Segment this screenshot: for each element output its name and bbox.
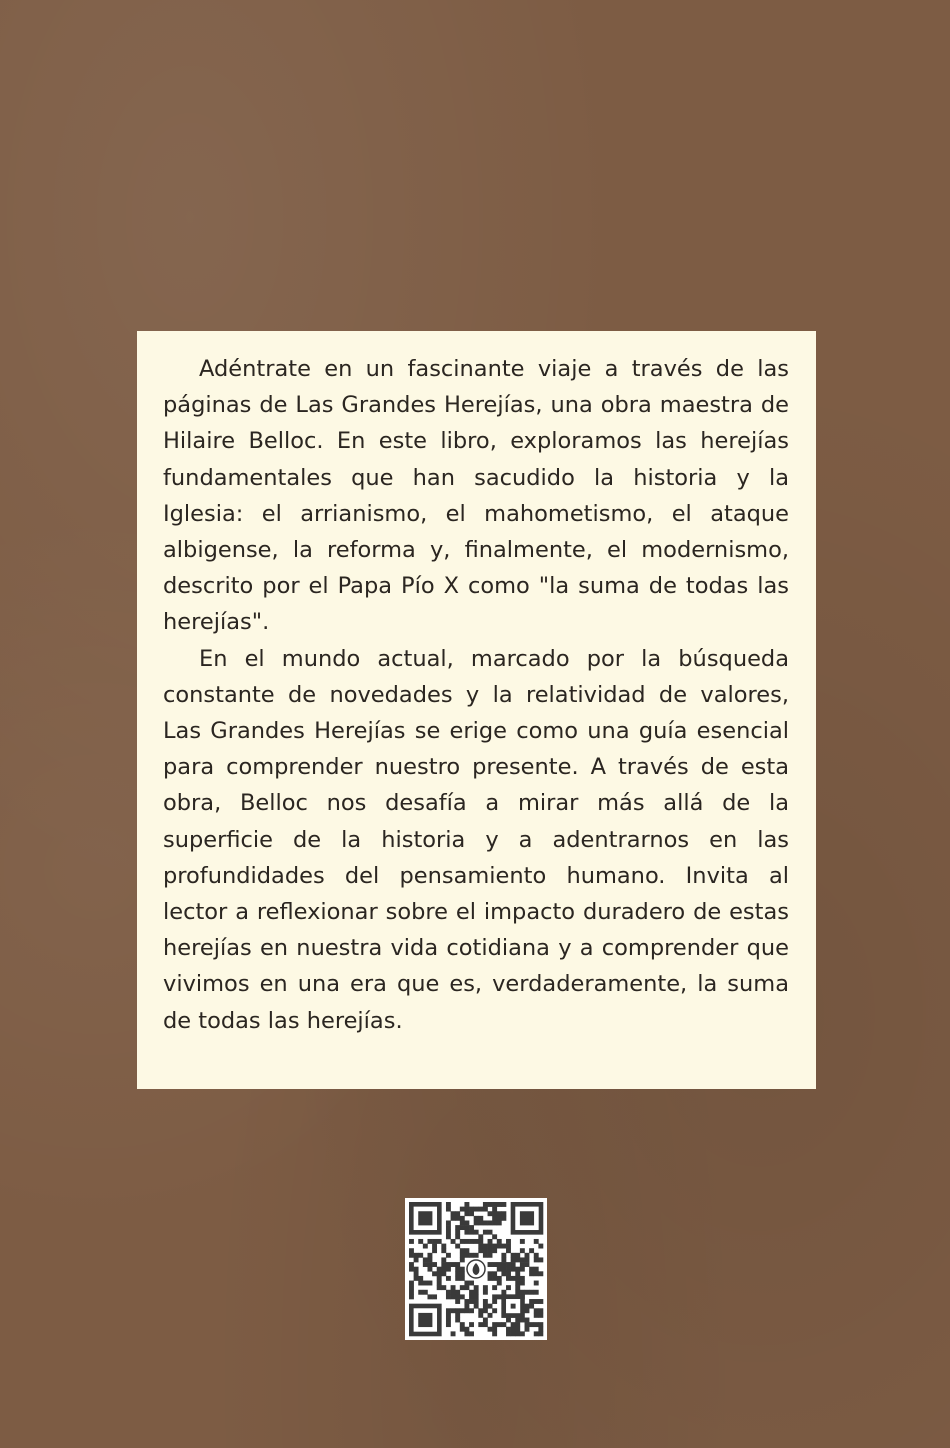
qr-code-icon [405,1198,547,1340]
synopsis-paragraph-2: En el mundo actual, marcado por la búsqueda constante de novedades y la relatividad de valores, Las Grandes Herejías se erige como una guía esencial para comprender nuestro presente. A través de esta obra, Belloc nos desafía a mirar más allá de la superficie de la historia y a adentrarnos en las profundidades del pensamiento humano. Invita al lector a reflexionar sobre el impacto duradero de estas herejías en nuestra vida cotidiana y a comprender que vivimos en una era que es, verdaderamente, la suma de todas las herejías. [163,645,789,1034]
qr-code [405,1198,547,1340]
synopsis-paragraph-1: Adéntrate en un fascinante viaje a través de las páginas de Las Grandes Herejías, una obra maestra de Hilaire Belloc. En este libro, exploramos las herejías fundamentales que han sacudido la historia y la Iglesia: el arrianismo, el mahometismo, el ataque albigense, la reforma y, finalmente, el modernismo, descrito por el Papa Pío X como "la suma de todas las herejías". [163,356,789,636]
synopsis-panel [137,331,816,1089]
